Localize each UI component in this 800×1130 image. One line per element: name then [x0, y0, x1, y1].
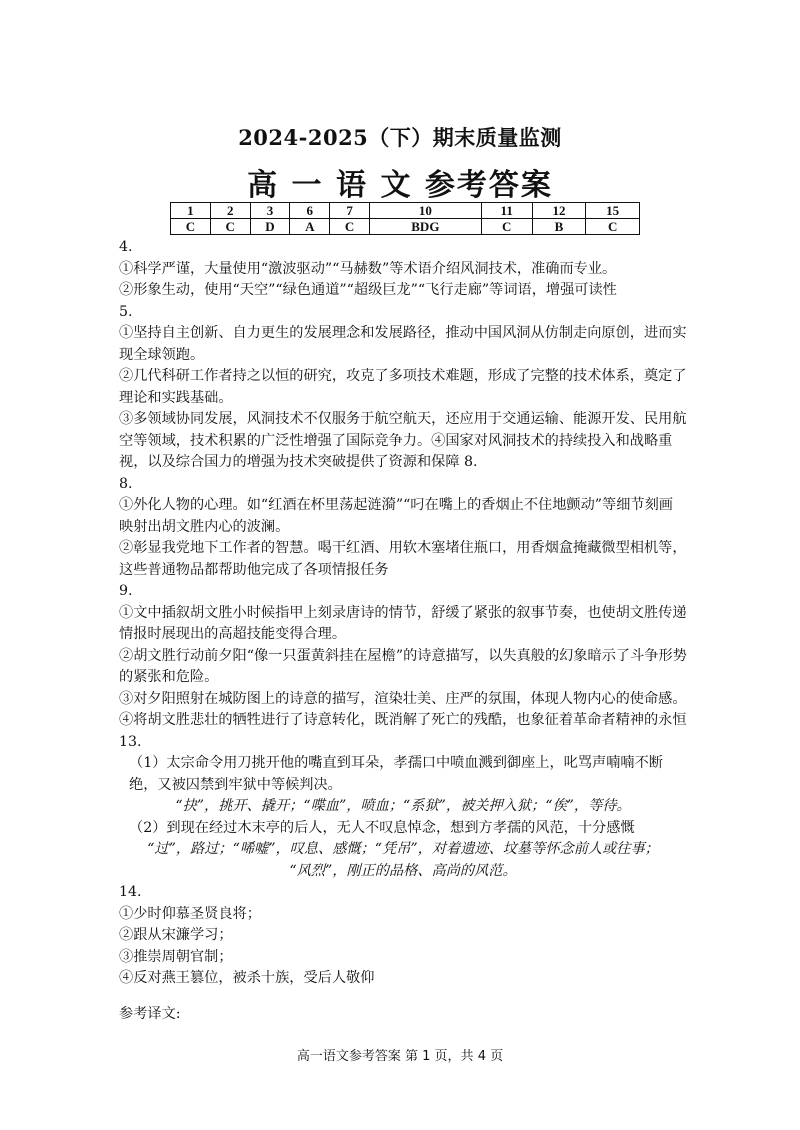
- translation-label: 参考译文:: [119, 1005, 181, 1022]
- answer-paragraph: ③多领域协同发展，风洞技术不仅服务于航空航天，还应用于交通运输、能源开发、民用航空等领域，技术积累的广泛性增强了国际竞争力。④国家对风洞技术的持续投入和战略重视，以及综合国力的增强为技术突破提供了资源和保障 8.: [119, 411, 687, 470]
- answer-cell: B: [532, 219, 586, 235]
- exam-subtitle: 2024-2025（下）期末质量监测: [238, 125, 562, 150]
- keyword-note: “过”，路过；“唏嘘”，叹息、感慨；“凭吊”，对着遗迹、坟墓等怀念前人或往事；: [147, 841, 659, 857]
- answer-paragraph: ②彰显我党地下工作者的智慧。喝干红酒、用软木塞堵住瓶口，用香烟盒掩藏微型相机等，这些普通物品都帮助他完成了各项情报任务: [119, 540, 687, 578]
- answer-table: [170, 202, 640, 235]
- answer-paragraph: ①坚持自主创新、自力更生的发展理念和发展路径，推动中国风洞从仿制走向原创，进而实现全球领跑。: [119, 325, 687, 363]
- question-number: 5.: [119, 303, 133, 320]
- question-number-row: [171, 203, 640, 219]
- answer-cell: D: [250, 219, 290, 235]
- answer-paragraph: ①科学严谨，大量使用“激波驱动”“马赫数”等术语介绍风洞技术，准确而专业。: [119, 260, 617, 277]
- answer-paragraph: ①文中插叙胡文胜小时候指甲上刻录唐诗的情节，舒缓了紧张的叙事节奏，也使胡文胜传递情报时展现出的高超技能变得合理。: [119, 604, 687, 642]
- question-number-cell: 10: [369, 203, 481, 219]
- page-title: 高 一 语 文 参考答案: [247, 168, 553, 203]
- question-number: 14.: [119, 884, 142, 900]
- translation-sentence: （1）太宗命令用刀挑开他的嘴直到耳朵，孝孺口中喷血溅到御座上，叱骂声喃喃不断绝，又被囚禁到牢狱中等候判决。: [129, 755, 663, 793]
- answer-cell: C: [481, 219, 532, 235]
- answer-cell: BDG: [369, 219, 481, 235]
- answer-body: [119, 237, 687, 1025]
- answer-cell: C: [210, 219, 250, 235]
- question-number: 13.: [119, 733, 142, 750]
- translation-sentence: （2）到现在经过木末亭的后人，无人不叹息悼念，想到方孝孺的风范，十分感慨: [129, 819, 635, 836]
- answer-paragraph: ③对夕阳照射在城防图上的诗意的描写，渲染壮美、庄严的氛围，体现人物内心的使命感。④将胡文胜悲壮的牺牲进行了诗意转化，既消解了死亡的残酷，也象征着革命者精神的永恒: [119, 690, 687, 728]
- answer-row: [171, 219, 640, 235]
- question-number-cell: 7: [330, 203, 370, 219]
- question-number-cell: 15: [586, 203, 640, 219]
- answer-cell: C: [330, 219, 370, 235]
- keyword-note: “风烈”，刚正的品格、高尚的风范。: [289, 862, 517, 879]
- list-item: ②跟从宋濂学习；: [119, 927, 233, 943]
- answer-cell: A: [290, 219, 330, 235]
- spacer: [119, 990, 687, 1004]
- question-number-cell: 1: [171, 203, 211, 219]
- question-number: 9.: [119, 583, 133, 599]
- list-item: ①少时仰慕圣贤良将；: [119, 905, 261, 922]
- question-number: 4.: [119, 239, 133, 255]
- question-number: 8.: [119, 475, 133, 492]
- question-number-cell: 2: [210, 203, 250, 219]
- question-number-cell: 3: [250, 203, 290, 219]
- list-item: ③推崇周朝官制；: [119, 948, 233, 965]
- answer-paragraph: ②胡文胜行动前夕阳“像一只蛋黄斜挂在屋檐”的诗意描写，以失真般的幻象暗示了斗争形势的紧张和危险。: [119, 647, 687, 685]
- question-number-cell: 6: [290, 203, 330, 219]
- page-footer: 高一语文参考答案 第 1 页，共 4 页: [296, 1049, 504, 1064]
- answer-paragraph: ②形象生动，使用“天空”“绿色通道”“超级巨龙”“飞行走廊”等词语，增强可读性: [119, 282, 617, 298]
- list-item: ④反对燕王篡位，被杀十族，受后人敬仰: [119, 970, 375, 986]
- question-number-cell: 11: [481, 203, 532, 219]
- keyword-note: “抉”，挑开、撬开；“喋血”，喷血；“系狱”，被关押入狱；“俟”，等待。: [175, 798, 631, 814]
- answer-cell: C: [586, 219, 640, 235]
- answer-paragraph: ②几代科研工作者持之以恒的研究，攻克了多项技术难题，形成了完整的技术体系，奠定了理论和实践基础。: [119, 368, 687, 406]
- question-number-cell: 12: [532, 203, 586, 219]
- answer-cell: C: [171, 219, 211, 235]
- answer-paragraph: ①外化人物的心理。如“红酒在杯里荡起涟漪”“叼在嘴上的香烟止不住地颤动”等细节刻画映射出胡文胜内心的波澜。: [119, 497, 673, 535]
